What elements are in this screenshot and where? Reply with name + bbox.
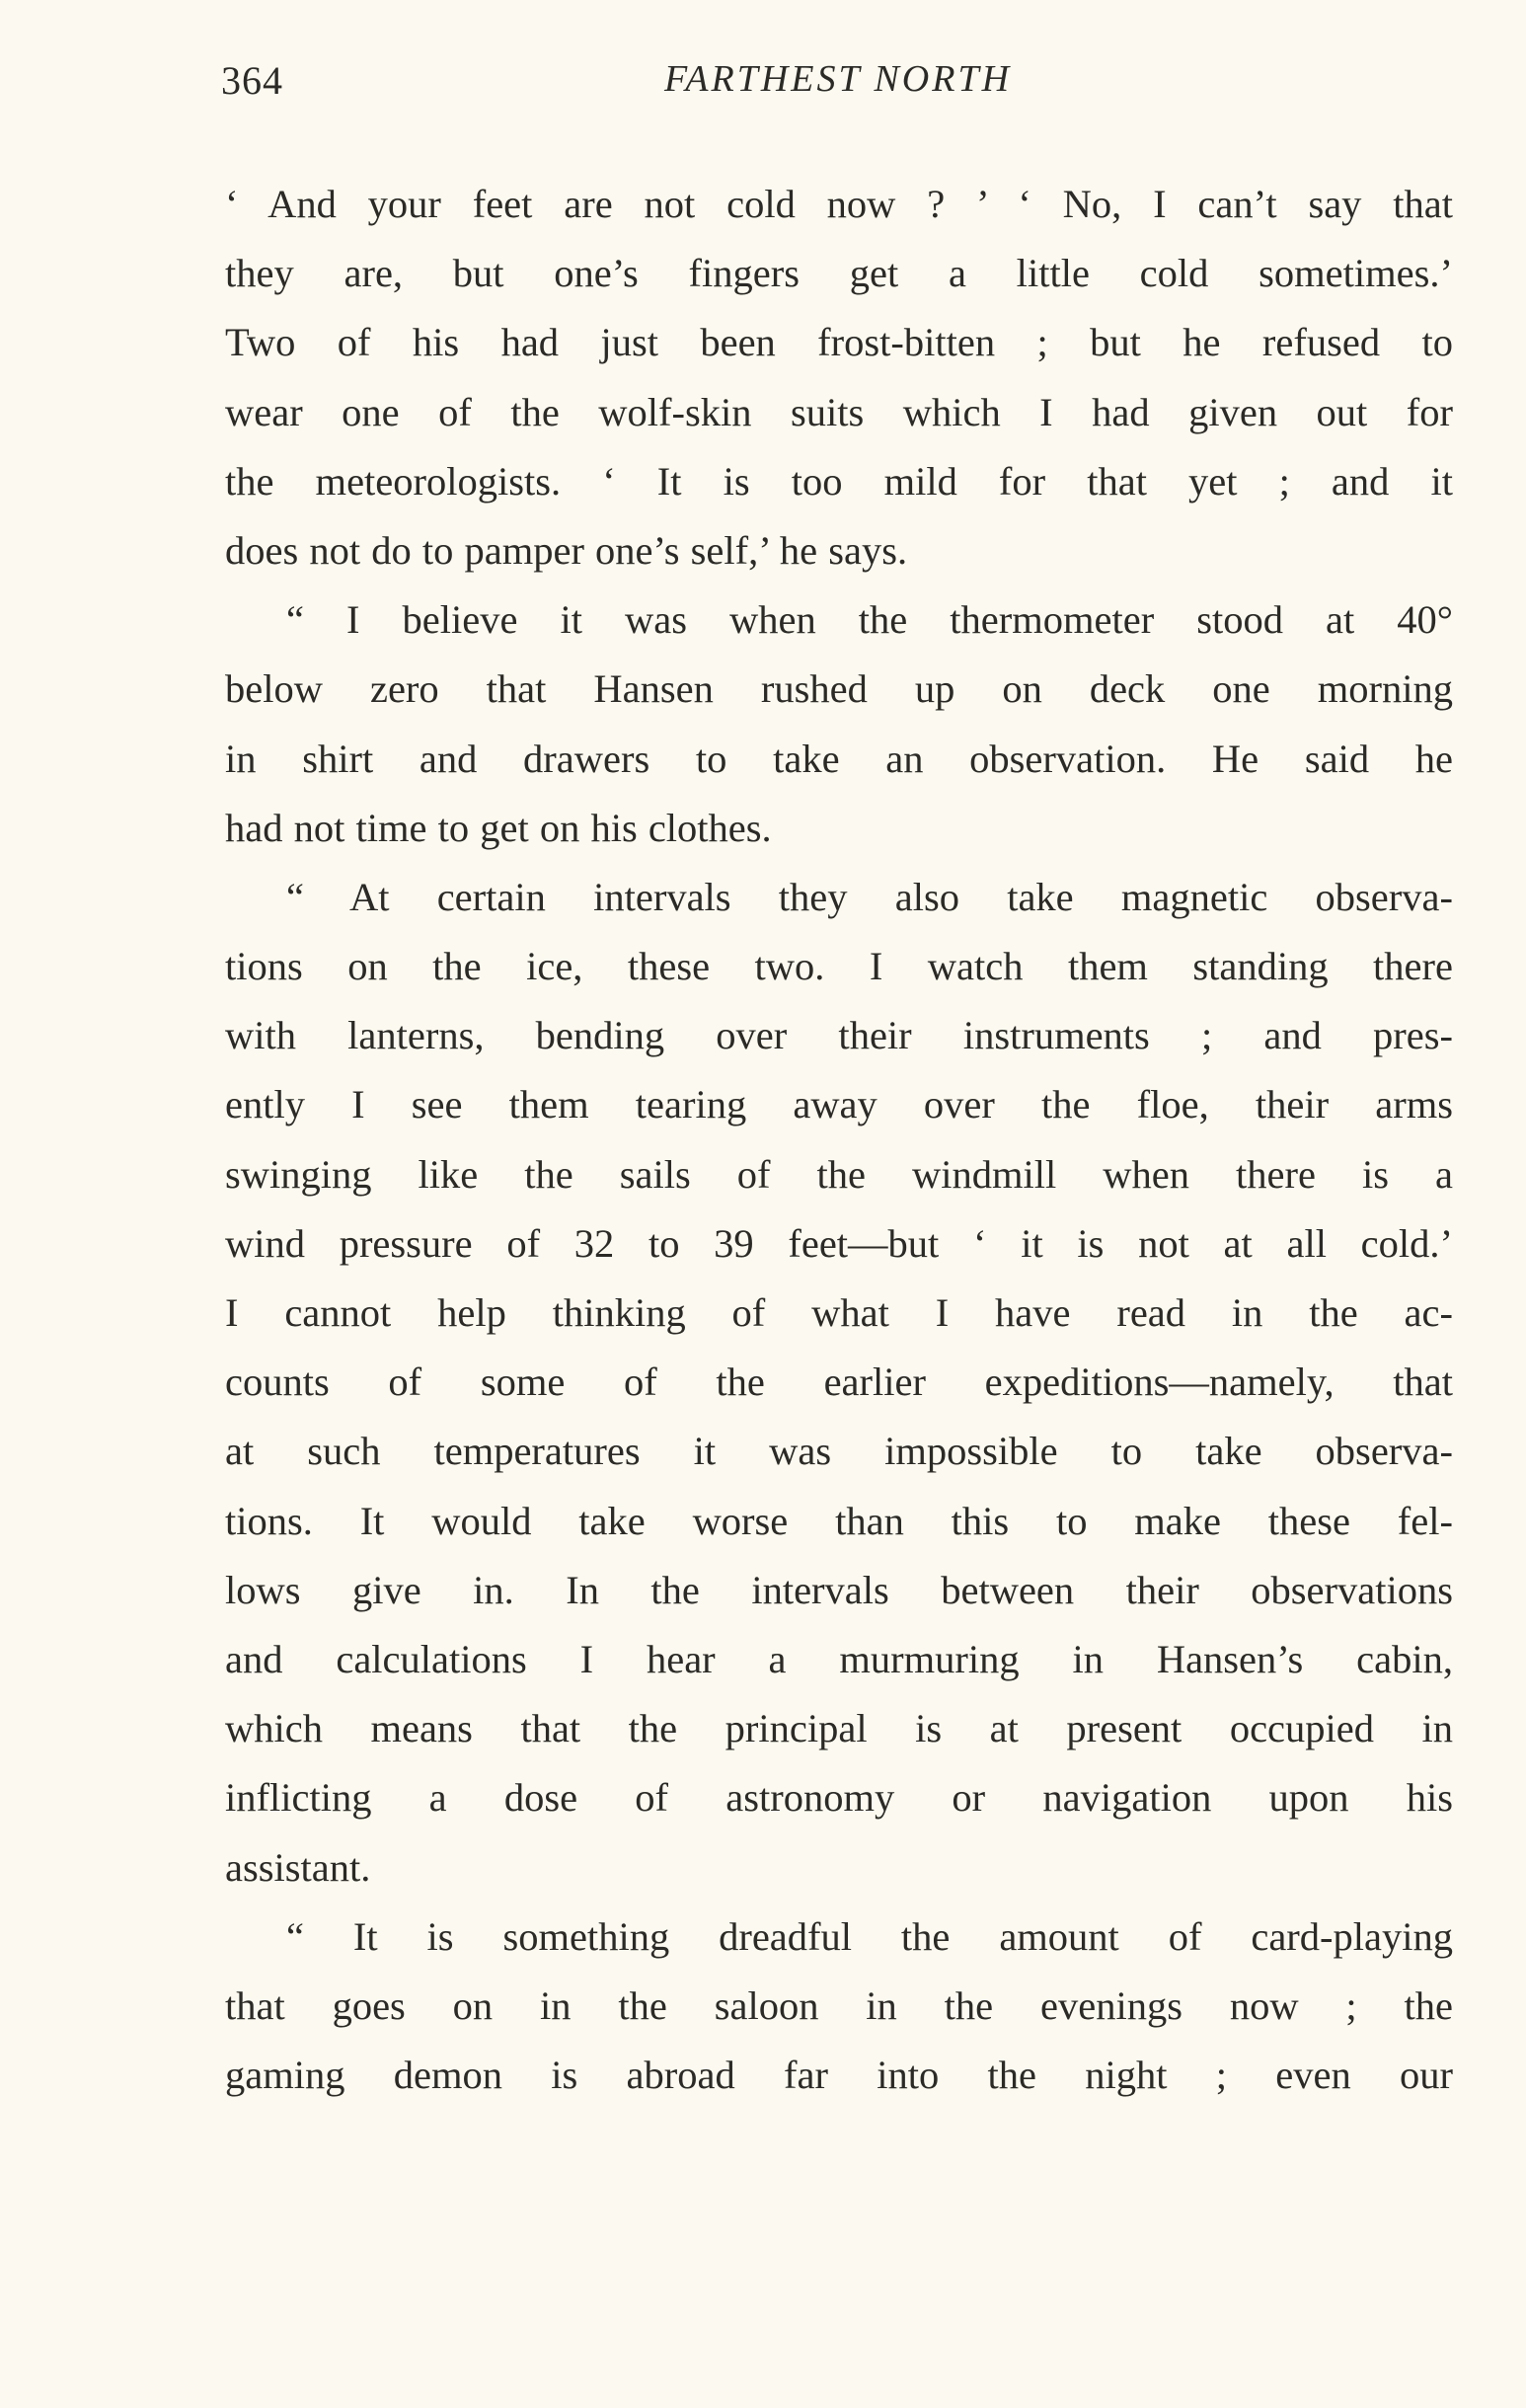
text-line: which means that the principal is at present occupied in [225,1706,1453,1751]
text-line: and calculations I hear a murmuring in Hansen’s cabin, [225,1636,1453,1681]
body-text [225,170,1453,2110]
text-line: the meteorologists. ‘ It is too mild for that yet ; and it [225,458,1453,504]
text-line: had not time to get on his clothes. [225,805,772,850]
text-line: that goes on in the saloon in the evenings now ; the [225,1982,1453,2028]
text-line: “ At certain intervals they also take magnetic observa- [286,874,1453,919]
text-line: ‘ And your feet are not cold now ? ’ ‘ No, I can’t say that [225,182,1453,226]
text-line: Two of his had just been frost-bitten ; but he refused to [225,320,1453,365]
text-line: swinging like the sails of the windmill when there is a [225,1151,1453,1197]
text-line: in shirt and drawers to take an observation. He said he [225,736,1453,781]
text-line: counts of some of the earlier expeditions—namely, that [225,1359,1453,1405]
text-line: wear one of the wolf-skin suits which I had given out for [225,389,1453,434]
page-number: 364 [221,58,283,103]
text-line: they are, but one’s fingers get a little cold sometimes.’ [225,251,1453,296]
text-line: at such temperatures it was impossible to take observa- [225,1429,1453,1474]
text-line: tions. It would take worse than this to make these fel- [225,1498,1453,1543]
text-line: with lanterns, bending over their instruments ; and pres- [225,1013,1453,1058]
text-line: ently I see them tearing away over the floe, their arms [225,1082,1453,1127]
text-line: gaming demon is abroad far into the night ; even our [225,2053,1453,2098]
text-line: “ It is something dreadful the amount of card-playing [286,1913,1453,1959]
text-line: below zero that Hansen rushed up on deck one morning [225,666,1453,712]
text-line: wind pressure of 32 to 39 feet—but ‘ it is not at all cold.’ [225,1220,1453,1266]
text-line: “ I believe it was when the thermometer stood at 40° [286,597,1453,643]
text-line: I cannot help thinking of what I have read in the ac- [225,1290,1453,1335]
text-line: inflicting a dose of astronomy or navigation upon his [225,1775,1453,1821]
text-line: tions on the ice, these two. I watch them standing there [225,944,1453,989]
text-line: assistant. [225,1844,371,1890]
running-title: FARTHEST NORTH [663,58,1013,100]
running-head [221,57,1455,117]
text-line: does not do to pamper one’s self,’ he says. [225,527,908,573]
text-line: lows give in. In the intervals between their observations [225,1567,1453,1612]
